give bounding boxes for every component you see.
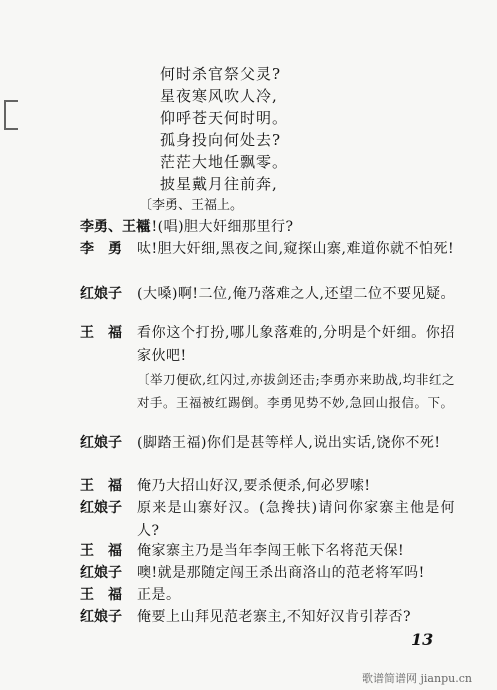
speech: 正是。: [137, 587, 181, 603]
speaker: 李 勇: [80, 241, 122, 257]
speaker: 王 福: [80, 543, 122, 559]
speech: 看你这个打扮,哪儿象落难的,分明是个奸细。你招家伙吧!: [137, 325, 455, 364]
speaker: 红娘子: [80, 500, 122, 516]
stage-direction: 〔李勇、王福上。: [139, 198, 244, 213]
speech: 原来是山寨好汉。(急搀扶)请问你家寨主他是何人?: [137, 500, 455, 539]
speech: 俺乃大招山好汉,要杀便杀,何必罗嗦!: [137, 478, 371, 494]
speaker: 红娘子: [80, 565, 122, 581]
speaker: 王 福: [80, 325, 122, 341]
speech: 呔!(唱)胆大奸细那里行?: [137, 219, 294, 235]
speech: 俺要上山拜见范老寨主,不知好汉肯引荐否?: [137, 609, 411, 625]
speaker: 红娘子: [80, 435, 122, 451]
verse-line: 何时杀官祭父灵?: [160, 65, 282, 83]
speech: 俺家寨主乃是当年李闯王帐下名将范天保!: [137, 543, 405, 559]
speech: (脚踏王福)你们是甚等样人,说出实话,饶你不死!: [137, 435, 441, 451]
speaker: 李勇、王福: [80, 219, 150, 235]
verse-line: 星夜寒风吹人冷,: [160, 87, 278, 105]
speech: 噢!就是那随定闯王杀出商洛山的范老将军吗!: [137, 565, 425, 581]
verse-line: 披星戴月往前奔,: [160, 175, 278, 193]
speaker: 红娘子: [80, 286, 122, 302]
page-number: 13: [411, 630, 434, 649]
speaker: 红娘子: [80, 609, 122, 625]
speaker: 王 福: [80, 587, 122, 603]
verse-line: 仰呼苍天何时明。: [160, 109, 289, 127]
site-watermark: 歌谱简谱网 jianpu.cn: [362, 672, 472, 685]
verse-line: 孤身投向何处去?: [160, 131, 282, 149]
speaker: 王 福: [80, 478, 122, 494]
stage-direction: 〔举刀便砍,红闪过,亦拔剑还击;李勇亦来助战,均非红之对手。王福被红踢倒。李勇见势不妙,急回山报信。下。: [137, 372, 455, 410]
verse-line: 茫茫大地任飘零。: [160, 153, 289, 171]
speech: 呔!胆大奸细,黑夜之间,窥探山寨,难道你就不怕死!: [137, 241, 455, 257]
binding-mark: [4, 100, 18, 130]
speech: (大嗓)啊!二位,俺乃落难之人,还望二位不要见疑。: [137, 286, 455, 302]
